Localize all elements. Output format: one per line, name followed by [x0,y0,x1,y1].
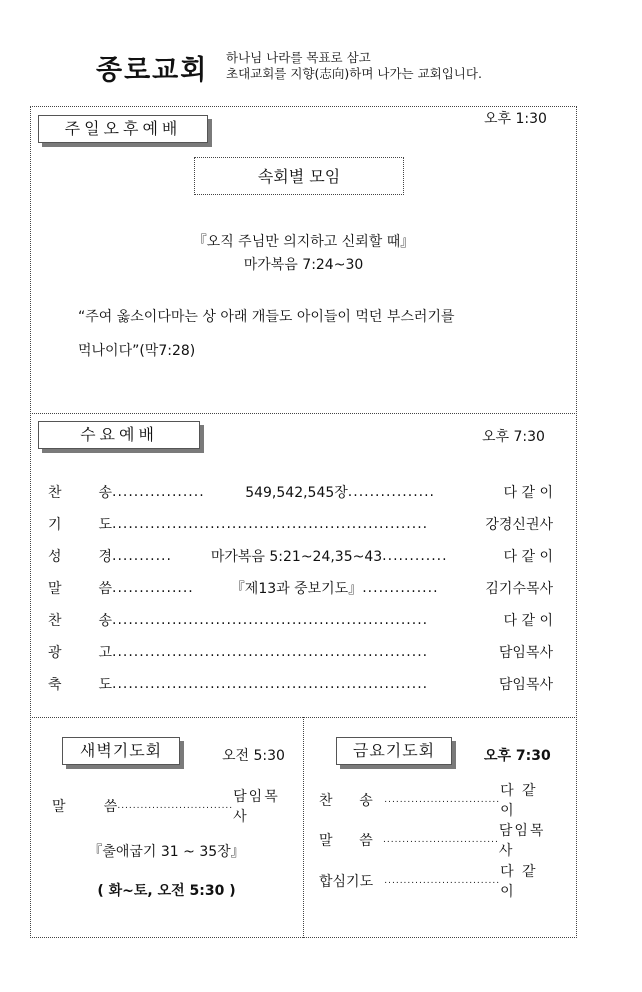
dawn-time: 오전 5:30 [222,748,285,764]
leader-dots: .......................................................... [112,612,429,628]
dawn-schedule: ( 화~토, 오전 5:30 ) [97,883,236,899]
friday-label: 찬 송 [319,793,373,809]
dawn-label: 말 [52,799,66,815]
order-row-benediction [48,673,553,695]
order-leader: 김기수목사 [485,581,554,597]
church-motto [226,50,482,82]
order-row-hymn-2 [48,609,553,631]
motto-line-2: 초대교회를 지향(志向)하며 나가는 교회입니다. [226,66,482,81]
order-leader: 강경신권사 [485,517,553,533]
church-name: 종로교회 [96,55,209,86]
tab-dawn-prayer: 새벽기도회 [62,737,180,765]
order-leader: 담임목사 [498,677,553,693]
order-label: 찬 [48,613,62,629]
order-row-sermon [48,577,553,599]
divider-dawn-friday [303,717,304,938]
order-row-scripture [48,545,553,567]
order-label: 말 [48,581,62,597]
order-row-announcements [48,641,553,663]
tab-sunday-evening: 주일오후예배 [38,115,208,143]
friday-time: 오후 7:30 [484,748,551,764]
leader-dots: .............................. [117,801,234,811]
leader-dots: ................ [347,484,435,500]
order-label: 고 [98,645,112,661]
cell-group-title: 속회별 모임 [194,157,404,195]
order-label: 축 [48,677,62,693]
friday-label: 말 씀 [319,833,373,849]
dawn-row-sermon [52,789,288,825]
sunday-evening-time: 오후 1:30 [484,111,547,127]
wednesday-time: 오후 7:30 [482,429,545,445]
order-label: 송 [98,485,112,501]
order-label: 씀 [98,581,112,597]
leader-dots: ............... [112,580,194,596]
quote-line-2: 먹나이다”(막7:28) [78,343,196,359]
friday-label: 합심기도 [319,874,374,890]
dawn-label: 씀 [103,799,118,815]
order-label: 경 [98,549,112,565]
dawn-scripture: 『출애굽기 31 ~ 35장』 [88,844,245,860]
order-row-prayer [48,513,553,535]
divider-sunday-wednesday [30,413,577,414]
leader-dots: ............ [382,548,448,564]
tab-wednesday-service: 수요예배 [38,421,200,449]
order-value: 『제13과 중보기도』 [230,581,363,597]
sermon-scripture: 마가복음 7:24~30 [243,257,364,273]
order-leader: 다 같 이 [503,485,553,501]
order-row-hymn-1 [48,481,553,503]
friday-row-hymn [319,783,554,819]
leader-dots: ................. [112,484,205,500]
order-value: 549,542,545장 [245,485,348,501]
leader-dots: ........... [112,548,172,564]
order-label: 기 [48,517,62,533]
leader-dots: .............................. [384,876,501,886]
friday-row-group-prayer [319,864,554,900]
order-label: 광 [48,645,62,661]
motto-line-1: 하나님 나라를 목표로 삼고 [226,50,371,65]
leader-dots: .............................. [382,835,499,845]
leader-dots: .......................................................... [112,676,429,692]
order-leader: 담임목사 [498,645,553,661]
order-label: 찬 [48,485,62,501]
dawn-leader: 담임목사 [233,789,280,825]
order-value: 마가복음 5:21~24,35~43 [210,549,383,565]
friday-leader: 다 같 이 [500,783,538,819]
order-leader: 다 같 이 [503,613,553,629]
order-label: 도 [98,517,112,533]
friday-leader: 담임목사 [498,823,546,859]
order-label: 송 [98,613,112,629]
tab-friday-prayer: 금요기도회 [336,737,452,765]
sermon-title: 『오직 주님만 의지하고 신뢰할 때』 [192,234,415,250]
quote-line-1: “주여 옳소이다마는 상 아래 개들도 아이들이 먹던 부스러기를 [78,309,455,325]
order-label: 도 [98,677,112,693]
friday-row-sermon [319,823,554,859]
order-label: 성 [48,549,62,565]
leader-dots: .............................. [384,795,501,805]
leader-dots: .......................................................... [112,516,429,532]
leader-dots: .......................................................... [112,644,429,660]
friday-leader: 다 같 이 [500,864,538,900]
order-leader: 다 같 이 [503,549,553,565]
leader-dots: .............. [362,580,439,596]
